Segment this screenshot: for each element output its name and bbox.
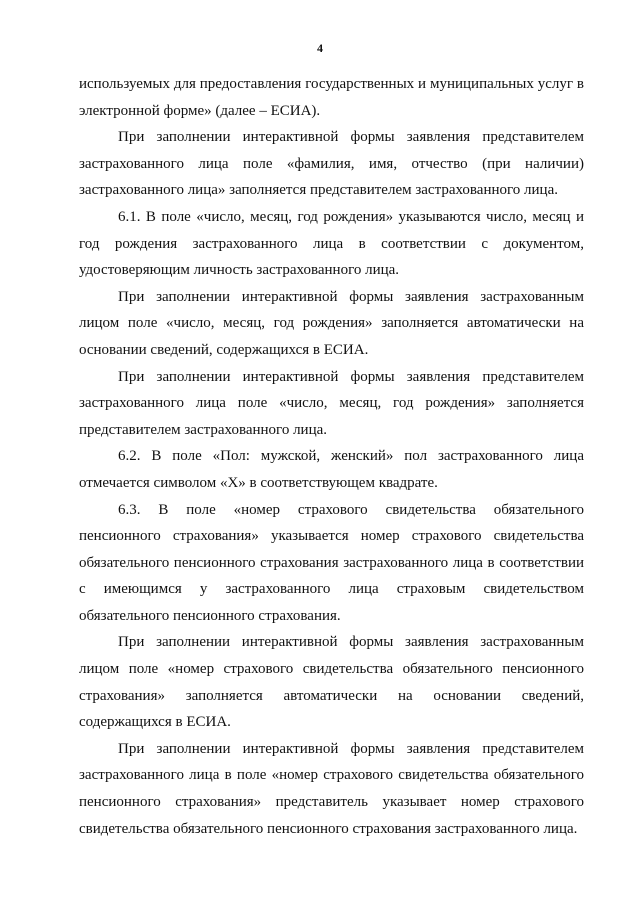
paragraph-6-2-gender: 6.2. В поле «Пол: мужской, женский» пол застрахованного лица отмечается символом «Х» в соответствующем квадрате.: [79, 448, 584, 491]
paragraph-6-1-birth-date: 6.1. В поле «число, месяц, год рождения» указываются число, месяц и год рождения застрахованного лица в соответствии с документом, удостоверяющим личность застрахованного лица.: [79, 208, 584, 279]
paragraph-representative-fio: При заполнении интерактивной формы заявления представителем застрахованного лица поле «фамилия, имя, отчество (при наличии) застрахованного лица» заполняется представителем застрахованного лица.: [79, 129, 584, 199]
page-number: 4: [317, 41, 323, 55]
paragraph-birth-date-representative: При заполнении интерактивной формы заявления представителем застрахованного лица поле «число, месяц, год рождения» заполняется представителем застрахованного лица.: [79, 368, 584, 438]
paragraph-snils-representative: При заполнении интерактивной формы заявления представителем застрахованного лица в поле «номер страхового свидетельства обязательного пенсионного страхования» представитель указывает номер страхового свидетельства обязательного пенсионного страхования застрахованного лица.: [79, 740, 584, 837]
paragraph-snils-insured-autofill: При заполнении интерактивной формы заявления застрахованным лицом поле «номер страхового свидетельства обязательного пенсионного страхования» заполняется автоматически на основании сведений, содержащихся в ЕСИА.: [79, 634, 584, 731]
paragraph-continuation: используемых для предоставления государственных и муниципальных услуг в электронной форме» (далее – ЕСИА).: [79, 76, 584, 119]
paragraph-6-3-snils: 6.3. В поле «номер страхового свидетельства обязательного пенсионного страхования» указывается номер страхового свидетельства обязательного пенсионного страхования застрахованного лица в соответствии с имеющимся у застрахованного лица страховым свидетельством обязательного пенсионного страхования.: [79, 501, 584, 624]
document-body: [79, 71, 584, 842]
paragraph-birth-date-insured-autofill: При заполнении интерактивной формы заявления застрахованным лицом поле «число, месяц, год рождения» заполняется автоматически на основании сведений, содержащихся в ЕСИА.: [79, 288, 584, 358]
